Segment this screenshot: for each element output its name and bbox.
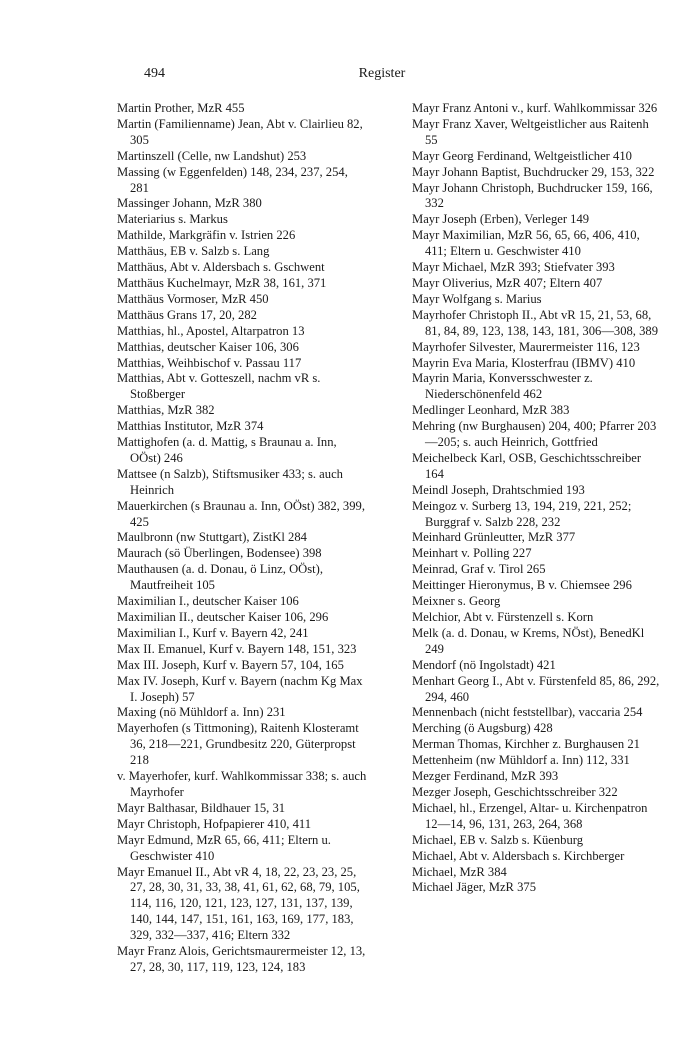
- index-entry: Matthias, hl., Apostel, Altarpatron 13: [117, 323, 305, 338]
- index-entry: Matthias, Abt v. Gotteszell, nachm vR s. Stoßberger: [117, 371, 321, 402]
- index-entry: Mathilde, Markgräfin v. Istrien 226: [117, 228, 296, 243]
- index-entry: Meinhard Grünleutter, MzR 377: [412, 530, 576, 545]
- index-entry: Materiarius s. Markus: [117, 212, 228, 227]
- index-entry: v. Mayerhofer, kurf. Wahlkommissar 338; s. auch Mayrhofer: [117, 769, 367, 799]
- index-entry: Massinger Johann, MzR 380: [117, 196, 262, 211]
- index-entry: Mayr Maximilian, MzR 56, 65, 66, 406, 410, 411; Eltern u. Geschwister 410: [412, 228, 640, 259]
- index-entry: Mayrin Maria, Konversschwester z. Niederschönenfeld 462: [412, 371, 593, 402]
- index-entry: Mayr Michael, MzR 393; Stiefvater 393: [412, 260, 615, 275]
- index-entry: Michael, MzR 384: [412, 864, 507, 879]
- index-entry: Merman Thomas, Kirchher z. Burghausen 21: [412, 737, 640, 752]
- index-entry: Mayr Wolfgang s. Marius: [412, 291, 542, 306]
- index-entry: Matthäus Vormoser, MzR 450: [117, 291, 269, 306]
- index-entry: Max III. Joseph, Kurf v. Bayern 57, 104, 165: [117, 657, 344, 672]
- index-entry: Meingoz v. Surberg 13, 194, 219, 221, 252; Burggraf v. Salzb 228, 232: [412, 498, 632, 529]
- index-entry: Mayr Georg Ferdinand, Weltgeistlicher 410: [412, 148, 632, 163]
- index-entry: Mayrin Eva Maria, Klosterfrau (IBMV) 410: [412, 355, 636, 370]
- index-entry: Mayr Franz Antoni v., kurf. Wahlkommissar 326: [412, 101, 658, 115]
- page-number: 494: [144, 66, 165, 81]
- index-entry: Michael, Abt v. Aldersbach s. Kirchberger: [412, 848, 625, 863]
- index-entry: Maurach (sö Überlingen, Bodensee) 398: [117, 546, 322, 561]
- index-entry: Melk (a. d. Donau, w Krems, NÖst), BenedKl 249: [412, 625, 645, 656]
- index-entry: Menhart Georg I., Abt v. Fürstenfeld 85, 86, 292, 294, 460: [412, 673, 660, 704]
- index-entry: Mayr Balthasar, Bildhauer 15, 31: [117, 800, 286, 815]
- index-entry: Mayr Edmund, MzR 65, 66, 411; Eltern u. Geschwister 410: [117, 832, 331, 863]
- index-entry: Maximilian I., Kurf v. Bayern 42, 241: [117, 625, 309, 640]
- index-entry: Martinszell (Celle, nw Landshut) 253: [117, 148, 307, 163]
- index-entry: Martin Prother, MzR 455: [117, 101, 245, 115]
- index-entry: Mayr Christoph, Hofpapierer 410, 411: [117, 816, 311, 831]
- index-entry: Maximilian II., deutscher Kaiser 106, 296: [117, 610, 329, 624]
- index-entry: Mayr Johann Christoph, Buchdrucker 159, 166, 332: [412, 180, 653, 211]
- index-entry: Matthäus Kuchelmayr, MzR 38, 161, 371: [117, 275, 327, 290]
- index-entry: Mattsee (n Salzb), Stiftsmusiker 433; s. auch Heinrich: [117, 466, 343, 497]
- index-entry: Mattighofen (a. d. Mattig, s Braunau a. Inn, OÖst) 246: [117, 435, 337, 465]
- index-entry: Meittinger Hieronymus, B v. Chiemsee 296: [412, 578, 632, 593]
- index-entry: Mayerhofen (s Tittmoning), Raitenh Klosteramt 36, 218—221, Grundbesitz 220, Güterpropst 218: [117, 721, 359, 768]
- index-entry: Matthias, Weihbischof v. Passau 117: [117, 355, 302, 370]
- index-entry: Mayrhofer Christoph II., Abt vR 15, 21, 53, 68, 81, 84, 89, 123, 138, 143, 181, 306—308, 389: [412, 307, 658, 338]
- index-entry: Mayrhofer Silvester, Maurermeister 116, 123: [412, 339, 640, 354]
- index-entry: Mayr Joseph (Erben), Verleger 149: [412, 212, 590, 227]
- index-entry: Mauerkirchen (s Braunau a. Inn, OÖst) 382, 399, 425: [117, 498, 365, 529]
- index-entry: Mayr Emanuel II., Abt vR 4, 18, 22, 23, 23, 25, 27, 28, 30, 31, 33, 38, 41, 61, 62, 68, 79, 105, 114, 116, 120, 121, 123, 127, 131, 137, 139, 140, 144, 147, 151, 161, 163, 169, 177, 183, 329, 332—337, 416; Eltern 332: [117, 864, 360, 943]
- index-entry: Mezger Joseph, Geschichtsschreiber 322: [412, 784, 618, 799]
- index-column-right: [412, 101, 662, 896]
- index-entry: Medlinger Leonhard, MzR 383: [412, 403, 570, 418]
- index-entry: Michael, EB v. Salzb s. Küenburg: [412, 832, 584, 847]
- index-entry: Melchior, Abt v. Fürstenzell s. Korn: [412, 610, 594, 624]
- index-entry: Mayr Franz Xaver, Weltgeistlicher aus Raitenh 55: [412, 116, 649, 147]
- index-entry: Mezger Ferdinand, MzR 393: [412, 769, 559, 784]
- index-column-left: [117, 101, 367, 976]
- index-entry: Max IV. Joseph, Kurf v. Bayern (nachm Kg Max I. Joseph) 57: [117, 673, 363, 704]
- index-entry: Meinhart v. Polling 227: [412, 546, 532, 561]
- index-entry: Michael, hl., Erzengel, Altar- u. Kirchenpatron 12—14, 96, 131, 263, 264, 368: [412, 800, 648, 831]
- index-entry: Maximilian I., deutscher Kaiser 106: [117, 594, 299, 609]
- index-entry: Mayr Johann Baptist, Buchdrucker 29, 153, 322: [412, 164, 655, 179]
- index-entry: Meindl Joseph, Drahtschmied 193: [412, 482, 585, 497]
- running-head: Register: [358, 66, 406, 81]
- index-entry: Mauthausen (a. d. Donau, ö Linz, OÖst), Mautfreiheit 105: [117, 562, 324, 593]
- index-entry: Maxing (nö Mühldorf a. Inn) 231: [117, 705, 286, 720]
- index-entry: Mettenheim (nw Mühldorf a. Inn) 112, 331: [412, 753, 630, 768]
- index-entry: Martin (Familienname) Jean, Abt v. Clairlieu 82, 305: [117, 116, 363, 147]
- index-entry: Mayr Oliverius, MzR 407; Eltern 407: [412, 275, 603, 290]
- index-entry: Matthäus Grans 17, 20, 282: [117, 307, 257, 322]
- index-entry: Matthäus, Abt v. Aldersbach s. Gschwent: [117, 260, 325, 275]
- index-entry: Mennenbach (nicht feststellbar), vaccaria 254: [412, 705, 643, 720]
- index-entry: Michael Jäger, MzR 375: [412, 880, 537, 895]
- index-entry: Mayr Franz Alois, Gerichtsmaurermeister 12, 13, 27, 28, 30, 117, 119, 123, 124, 183: [117, 944, 366, 974]
- index-entry: Matthias, MzR 382: [117, 403, 215, 418]
- index-entry: Matthäus, EB v. Salzb s. Lang: [117, 244, 270, 259]
- index-entry: Matthias Institutor, MzR 374: [117, 419, 264, 434]
- index-entry: Matthias, deutscher Kaiser 106, 306: [117, 339, 299, 354]
- index-entry: Mendorf (nö Ingolstadt) 421: [412, 657, 556, 672]
- index-entry: Maulbronn (nw Stuttgart), ZistKl 284: [117, 530, 307, 545]
- index-entry: Meixner s. Georg: [412, 594, 501, 609]
- index-entry: Meichelbeck Karl, OSB, Geschichtsschreiber 164: [412, 450, 642, 481]
- index-entry: Massing (w Eggenfelden) 148, 234, 237, 254, 281: [117, 164, 348, 195]
- index-entry: Max II. Emanuel, Kurf v. Bayern 148, 151, 323: [117, 641, 357, 656]
- index-entry: Merching (ö Augsburg) 428: [412, 721, 553, 736]
- index-entry: Mehring (nw Burghausen) 204, 400; Pfarrer 203—205; s. auch Heinrich, Gottfried: [412, 419, 657, 450]
- index-entry: Meinrad, Graf v. Tirol 265: [412, 562, 546, 577]
